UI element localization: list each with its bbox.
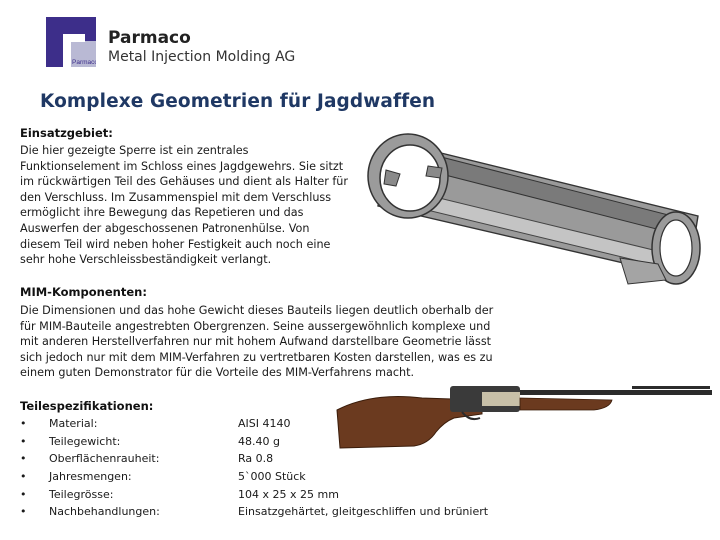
paragraph-line: Funktionselement im Schloss eines Jagdgewehrs. Sie sitzt [20, 159, 344, 173]
spec-value: Einsatzgehärtet, gleitgeschliffen und brüniert [238, 505, 489, 519]
spec-value: AISI 4140 [238, 417, 291, 430]
bullet: • [20, 470, 27, 484]
section-paragraph-mim [20, 303, 493, 381]
spec-label: Jahresmengen: [49, 470, 132, 484]
specs-list [20, 415, 540, 521]
spec-value: 48.40 g [238, 434, 280, 448]
paragraph-line: mit anderen Herstellverfahren nur mit hohem Aufwand darstellbare Geometrie lässt [20, 335, 492, 349]
spec-row-post-treatment [20, 503, 540, 521]
bullet: • [20, 452, 27, 466]
section-heading-einsatzgebiet: Einsatzgebiet: [20, 126, 113, 140]
spec-label: Nachbehandlungen: [49, 505, 160, 519]
spec-row-annual-quantity [20, 468, 540, 486]
paragraph-line: einem guten Demonstrator für die Vorteile des MIM-Verfahrens macht. [20, 366, 415, 380]
page-title: Komplexe Geometrien für Jagdwaffen [40, 91, 436, 112]
bullet: • [20, 487, 27, 501]
paragraph-line: ermöglicht ihre Bewegung das Repetieren und das [20, 206, 304, 220]
company-subtitle: Metal Injection Molding AG [108, 49, 296, 65]
spec-value: 104 x 25 x 25 mm [238, 487, 339, 501]
spec-label: Teilegrösse: [49, 487, 114, 501]
spec-value: 5`000 Stück [238, 470, 306, 484]
mim-part-image [358, 128, 708, 296]
paragraph-line: für MIM-Bauteile angestrebten Obergrenzen. Seine aussergewöhnlich komplexe und [20, 319, 491, 333]
brand-block [108, 28, 295, 66]
paragraph-line: Die Dimensionen und das hohe Gewicht dieses Bauteils liegen deutlich oberhalb der [20, 304, 494, 317]
spec-row-part-size [20, 486, 540, 504]
paragraph-line: Auswerfen der abgeschossenen Patronenhülse. Von [20, 221, 310, 235]
paragraph-line: sich jedoch nur mit dem MIM-Verfahren zu vertretbaren Kosten darstellen, was es zu [20, 350, 493, 364]
spec-row-material [20, 415, 540, 433]
spec-label: Oberflächenrauheit: [49, 452, 160, 466]
spec-row-roughness [20, 450, 540, 468]
paragraph-line: diesem Teil wird neben hoher Festigkeit auch noch eine [20, 237, 331, 251]
bullet: • [20, 434, 27, 448]
specs-heading: Teilespezifikationen: [20, 399, 154, 413]
paragraph-line: im rückwärtigen Teil des Gehäuses und dient als Halter für [20, 175, 348, 189]
company-name: Parmaco [108, 28, 191, 48]
paragraph-line: den Verschluss. Im Zusammenspiel mit dem Verschluss [20, 190, 332, 204]
paragraph-line: Die hier gezeigte Sperre ist ein zentrales [20, 144, 249, 157]
spec-row-weight [20, 433, 540, 451]
bullet: • [20, 417, 27, 430]
spec-label: Teilegewicht: [49, 434, 121, 448]
section-paragraph-einsatzgebiet [20, 143, 348, 268]
company-logo [46, 17, 96, 67]
spec-label: Material: [49, 417, 98, 430]
logo-text: Parmaco [72, 59, 96, 66]
section-heading-mim: MIM-Komponenten: [20, 285, 147, 299]
bullet: • [20, 505, 27, 519]
paragraph-line: sehr hohe Verschleissbeständigkeit verlangt. [20, 253, 272, 267]
spec-value: Ra 0.8 [238, 452, 274, 466]
